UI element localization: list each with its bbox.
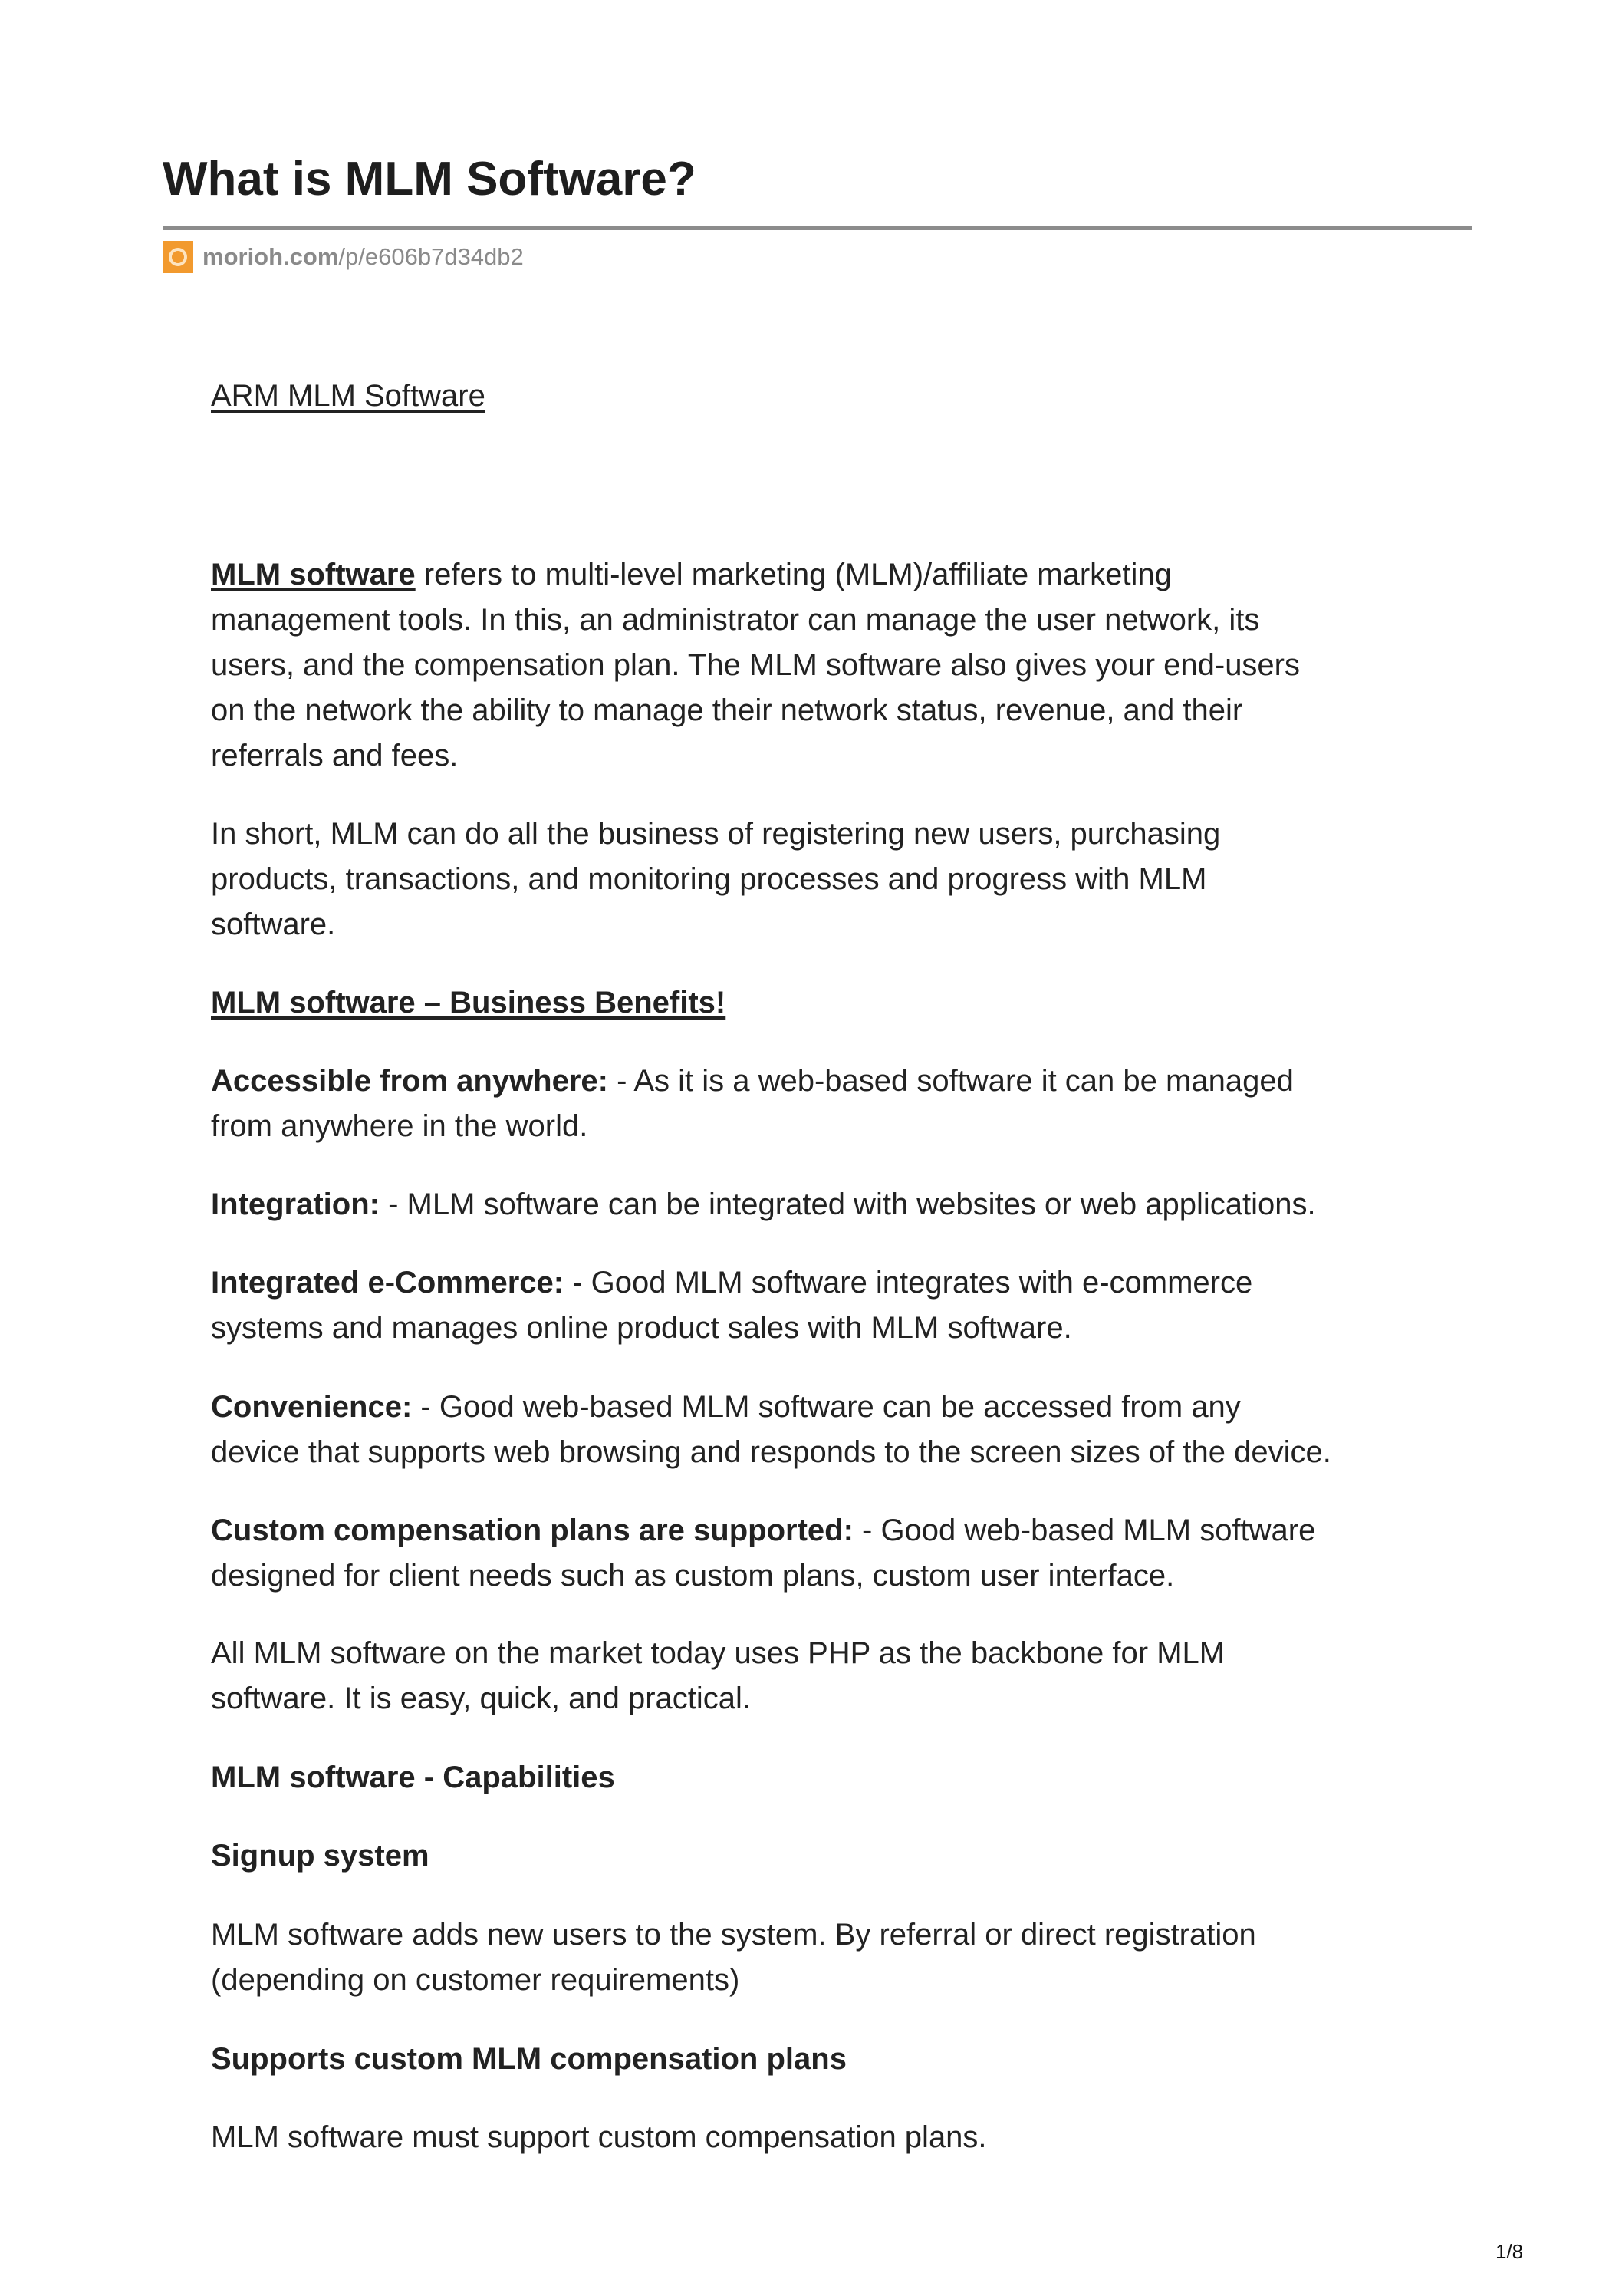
plans-heading: Supports custom MLM compensation plans [211,2042,847,2076]
plans-paragraph: MLM software must support custom compensation plans. [211,2120,987,2154]
text-line: In short, MLM can do all the business of registering new users, purchasing [211,817,1221,851]
benefit-item [211,1508,1315,1599]
morioh-logo-icon [163,241,193,273]
source-link[interactable] [163,241,524,273]
benefit-item [211,1260,1252,1351]
arm-mlm-software-link[interactable]: ARM MLM Software [211,379,485,413]
text-line: management tools. In this, an administrator can manage the user network, its [211,603,1260,637]
benefit-item [211,1182,1316,1227]
benefit-item [211,1385,1331,1475]
benefit-label: Custom compensation plans are supported: [211,1514,854,1547]
source-domain: morioh.com [202,243,339,270]
text-line: - Good web-based MLM software can be accessed from any [412,1390,1241,1424]
capabilities-heading: MLM software - Capabilities [211,1761,615,1794]
benefit-label: Integrated e-Commerce: [211,1266,564,1300]
signup-heading: Signup system [211,1839,429,1873]
text-line: - Good web-based MLM software [853,1514,1316,1547]
mlm-software-link[interactable]: MLM software [211,558,416,591]
page-title: What is MLM Software? [163,153,696,206]
text-line: MLM software adds new users to the system. By referral or direct registration [211,1918,1256,1952]
text-line: on the network the ability to manage their network status, revenue, and their [211,693,1243,727]
page-number: 1/8 [1495,2240,1524,2263]
signup-paragraph [211,1912,1256,2003]
source-path: /p/e606b7d34db2 [338,243,524,270]
text-line: refers to multi-level marketing (MLM)/affiliate marketing [415,558,1172,591]
text-line: designed for client needs such as custom plans, custom user interface. [211,1559,1175,1593]
summary-paragraph [211,812,1220,947]
text-line: device that supports web browsing and responds to the screen sizes of the device. [211,1435,1331,1469]
text-line: systems and manages online product sales with MLM software. [211,1311,1072,1345]
text-line: from anywhere in the world. [211,1109,588,1143]
benefit-label: Integration: [211,1188,380,1221]
benefit-label: Accessible from anywhere: [211,1064,608,1098]
text-line: (depending on customer requirements) [211,1963,740,1997]
text-line: All MLM software on the market today uses PHP as the backbone for MLM [211,1636,1226,1670]
intro-paragraph [211,552,1300,779]
php-paragraph [211,1631,1225,1721]
text-line: - As it is a web-based software it can be managed [608,1064,1294,1098]
text-line: software. It is easy, quick, and practical. [211,1682,752,1715]
text-line: users, and the compensation plan. The MLM software also gives your end-users [211,648,1300,682]
text-line: - Good MLM software integrates with e-commerce [564,1266,1253,1300]
benefit-item [211,1059,1294,1149]
benefits-heading[interactable]: MLM software – Business Benefits! [211,986,726,1020]
text-line: - MLM software can be integrated with websites or web applications. [379,1188,1316,1221]
benefit-label: Convenience: [211,1390,413,1424]
text-line: referrals and fees. [211,739,459,772]
title-divider [163,226,1472,230]
text-line: software. [211,908,336,941]
text-line: products, transactions, and monitoring processes and progress with MLM [211,862,1207,896]
